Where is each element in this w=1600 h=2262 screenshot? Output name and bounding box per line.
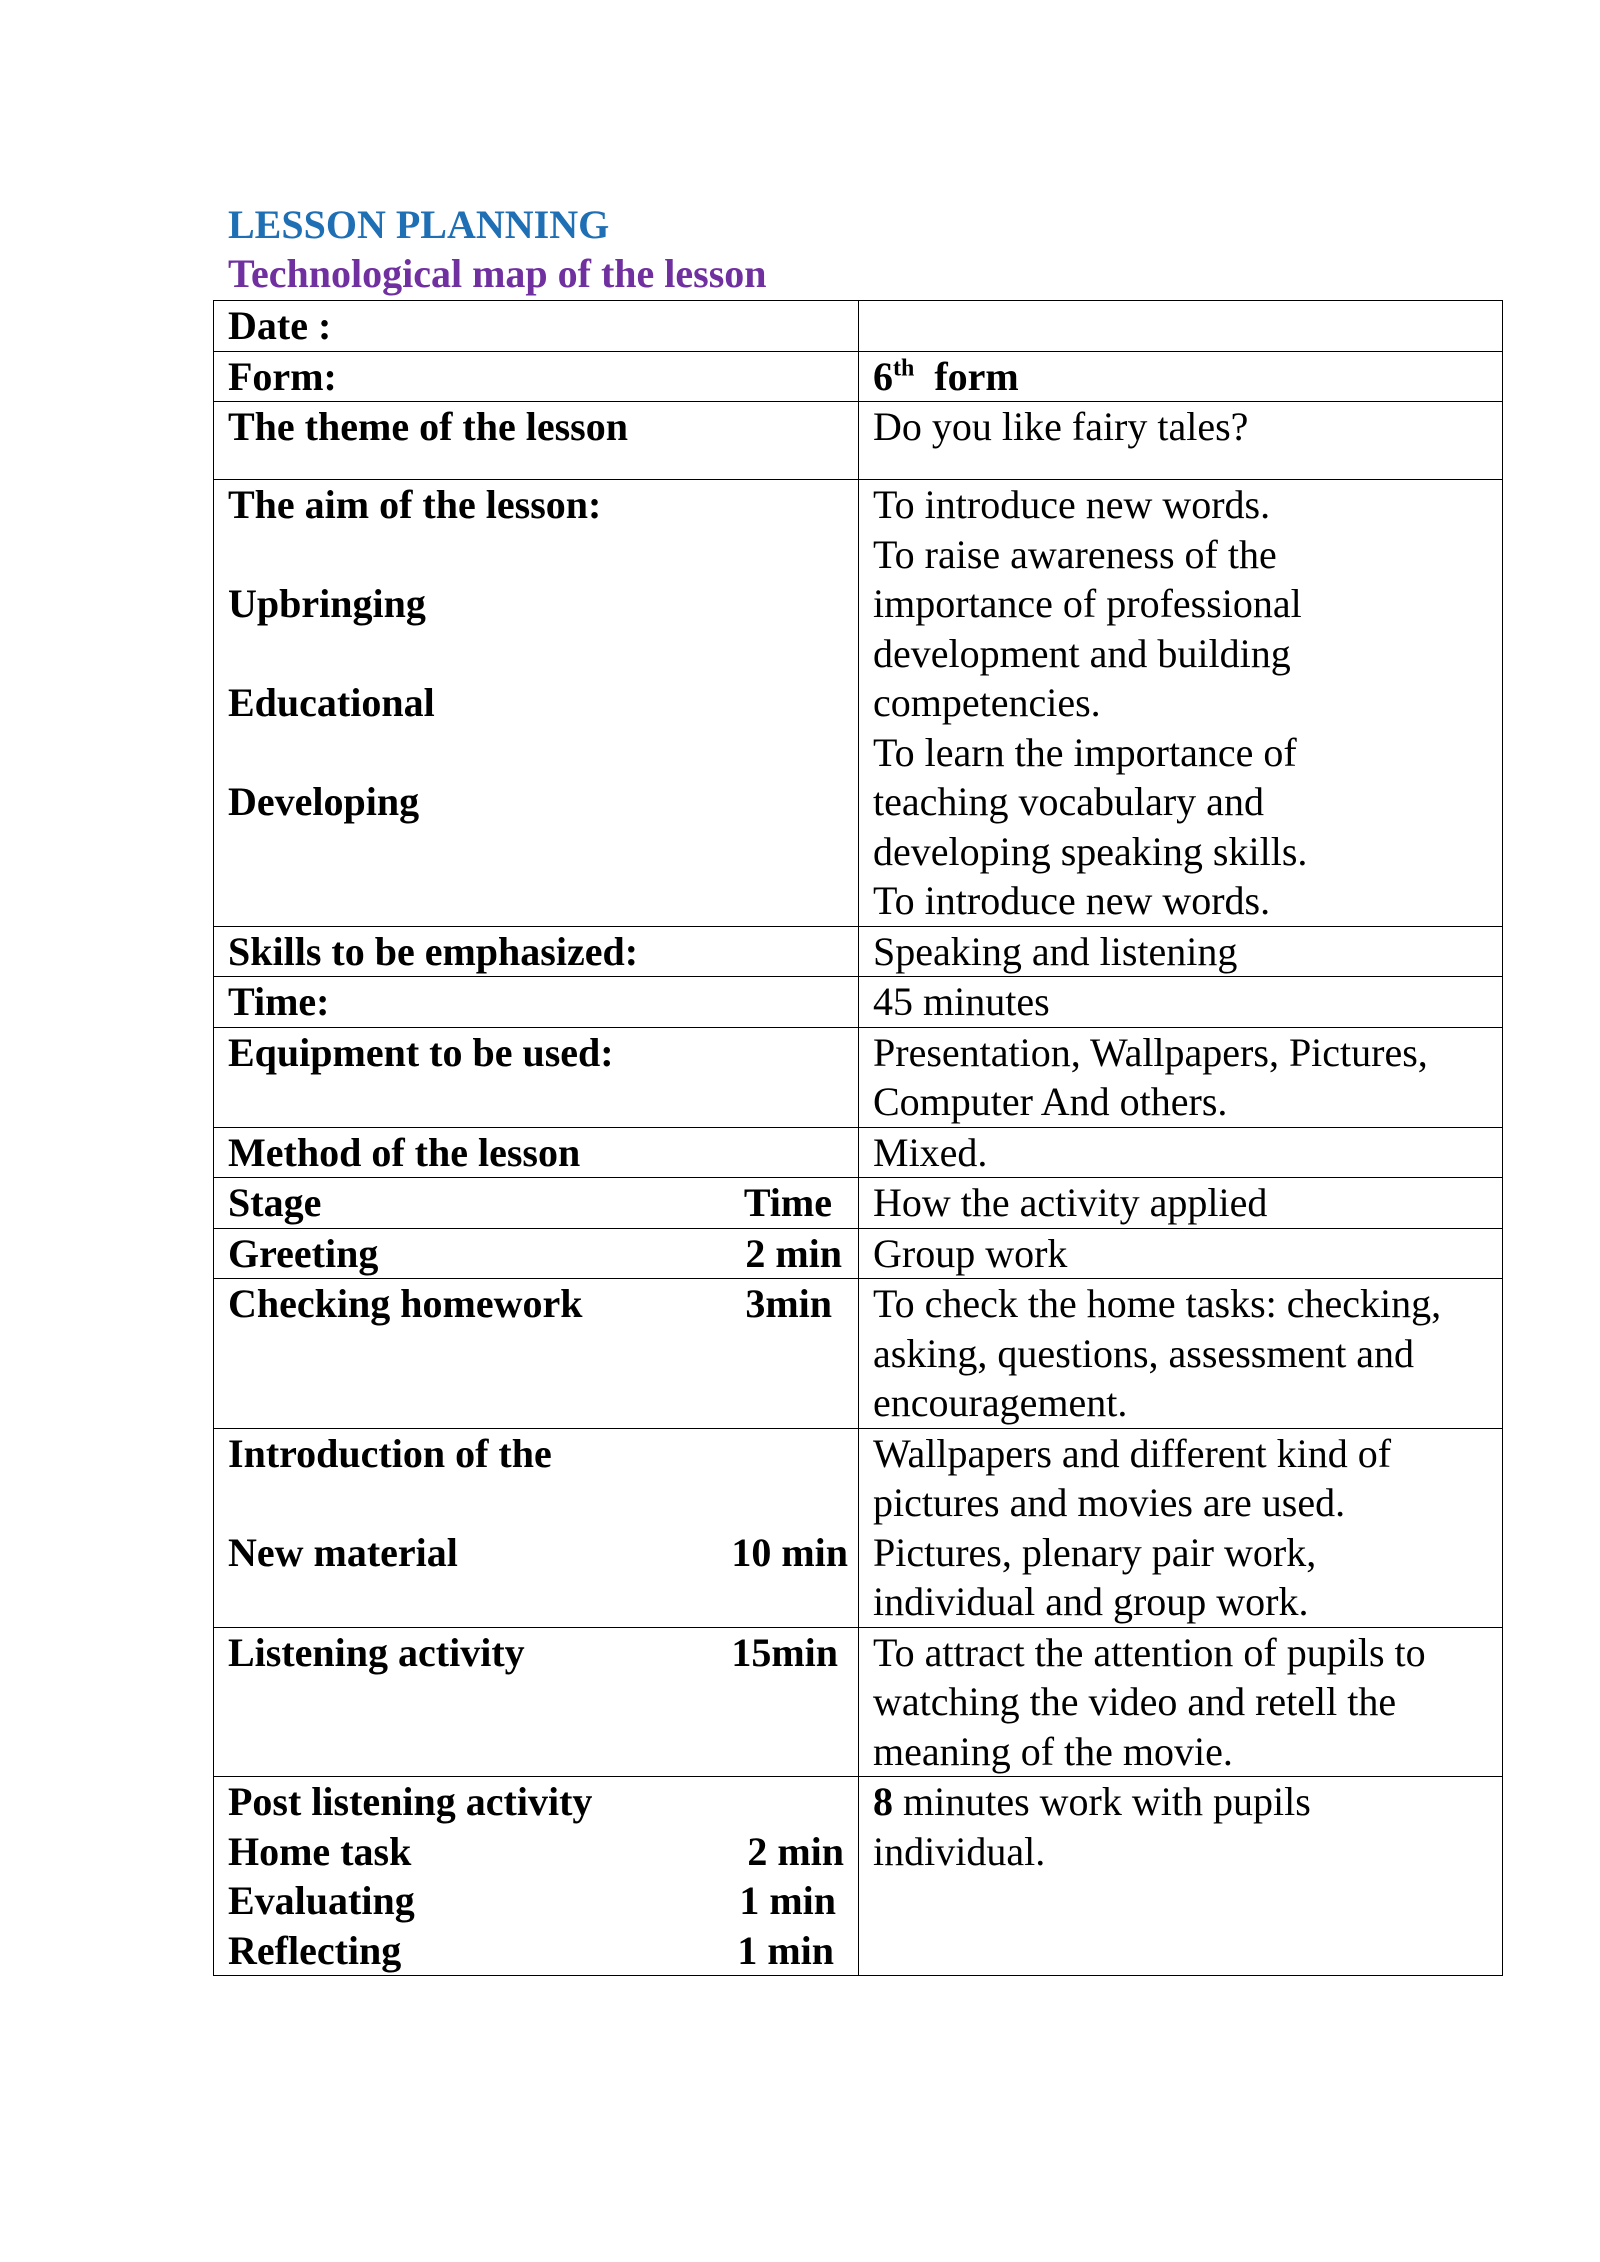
table-row	[214, 1627, 1503, 1777]
introduction-how-line: Wallpapers and different kind of	[873, 1430, 1392, 1476]
aim-line: To learn the importance of	[873, 729, 1297, 775]
date-label: Date :	[214, 301, 859, 352]
evaluating-label: Evaluating	[228, 1878, 415, 1923]
stage-header: Stage	[228, 1180, 322, 1225]
homework-how-line: encouragement.	[873, 1380, 1128, 1425]
form-word: form	[934, 353, 1019, 399]
listening-how	[859, 1627, 1503, 1777]
table-row	[214, 977, 1503, 1028]
homework-how-line: To check the home tasks: checking,	[873, 1281, 1442, 1326]
homework-how-line: asking, questions, assessment and	[873, 1330, 1415, 1376]
homework-how	[859, 1279, 1503, 1429]
aim-line: To raise awareness of the	[873, 531, 1277, 577]
post-how-text: minutes work with pupils	[893, 1779, 1311, 1824]
method-label: Method of the lesson	[214, 1127, 859, 1178]
home-task-time: 2 min	[747, 1828, 844, 1874]
time-header: Time	[743, 1180, 832, 1225]
aim-line: teaching vocabulary and	[873, 779, 1264, 824]
theme-label: The theme of the lesson	[214, 402, 859, 480]
date-value	[859, 301, 1503, 352]
form-number: 6	[873, 353, 893, 399]
listening-how-line: To attract the attention of pupils to	[873, 1629, 1426, 1675]
equipment-line: Presentation, Wallpapers, Pictures,	[873, 1029, 1428, 1075]
introduction-time: 10 min	[731, 1529, 848, 1575]
post-how	[859, 1777, 1503, 1976]
skills-value: Speaking and listening	[859, 926, 1503, 977]
homework-cell	[214, 1279, 859, 1429]
introduction-how	[859, 1428, 1503, 1627]
form-label: Form:	[214, 351, 859, 402]
evaluating-time: 1 min	[739, 1878, 836, 1923]
table-row	[214, 1428, 1503, 1627]
method-value: Mixed.	[859, 1127, 1503, 1178]
greeting-how: Group work	[859, 1228, 1503, 1279]
reflecting-label: Reflecting	[228, 1927, 402, 1973]
table-row	[214, 1777, 1503, 1976]
table-row	[214, 926, 1503, 977]
stage-header-cell	[214, 1178, 859, 1229]
greeting-cell	[214, 1228, 859, 1279]
equipment-value	[859, 1027, 1503, 1127]
aim-line: development and building	[873, 630, 1291, 676]
form-value	[859, 351, 1503, 402]
home-task-label: Home task	[228, 1828, 412, 1874]
table-row	[214, 1228, 1503, 1279]
table-row	[214, 351, 1503, 402]
aim-line: To introduce new words.	[873, 482, 1271, 527]
post-how-number: 8	[873, 1779, 893, 1824]
listening-label: Listening activity	[228, 1629, 525, 1675]
aim-line: importance of professional	[873, 581, 1302, 626]
listening-how-line: meaning of the movie.	[873, 1728, 1233, 1774]
time-value: 45 minutes	[859, 977, 1503, 1028]
post-label: Post listening activity	[228, 1779, 593, 1824]
equipment-line: Computer And others.	[873, 1079, 1228, 1124]
table-row	[214, 301, 1503, 352]
table-row	[214, 1279, 1503, 1429]
time-label: Time:	[214, 977, 859, 1028]
aim-upbringing: Upbringing	[228, 581, 426, 626]
table-row	[214, 1178, 1503, 1229]
introduction-how-line: individual and group work.	[873, 1579, 1309, 1624]
post-how-line: individual.	[873, 1828, 1046, 1874]
aim-label: The aim of the lesson:	[228, 482, 602, 527]
aim-educational: Educational	[228, 680, 435, 725]
lesson-plan-page	[213, 200, 1503, 1976]
aim-value-cell	[859, 480, 1503, 927]
aim-line: competencies.	[873, 680, 1101, 725]
table-row	[214, 480, 1503, 927]
listening-time: 15min	[731, 1629, 838, 1675]
page-subtitle: Technological map of the lesson	[228, 251, 767, 296]
new-material-label: New material	[228, 1529, 458, 1575]
post-how-line	[873, 1777, 1502, 1827]
listening-cell	[214, 1627, 859, 1777]
post-cell	[214, 1777, 859, 1976]
aim-label-cell	[214, 480, 859, 927]
introduction-cell	[214, 1428, 859, 1627]
lesson-table	[213, 300, 1503, 1976]
homework-label: Checking homework	[228, 1281, 583, 1326]
homework-time: 3min	[745, 1281, 832, 1326]
introduction-how-line: pictures and movies are used.	[873, 1480, 1346, 1525]
greeting-time: 2 min	[745, 1230, 842, 1276]
theme-value: Do you like fairy tales?	[859, 402, 1503, 480]
greeting-label: Greeting	[228, 1230, 379, 1276]
table-row	[214, 402, 1503, 480]
equipment-label: Equipment to be used:	[214, 1027, 859, 1127]
skills-label: Skills to be emphasized:	[214, 926, 859, 977]
aim-line: To introduce new words.	[873, 878, 1271, 923]
form-suffix: th	[893, 355, 915, 382]
reflecting-time: 1 min	[737, 1927, 834, 1973]
introduction-label: Introduction of the	[228, 1430, 552, 1476]
page-title: LESSON PLANNING	[228, 202, 610, 247]
how-header: How the activity applied	[859, 1178, 1503, 1229]
aim-line: developing speaking skills.	[873, 828, 1308, 874]
introduction-how-line: Pictures, plenary pair work,	[873, 1529, 1317, 1575]
table-row	[214, 1027, 1503, 1127]
table-row	[214, 1127, 1503, 1178]
listening-how-line: watching the video and retell the	[873, 1679, 1397, 1724]
aim-developing: Developing	[228, 779, 420, 824]
